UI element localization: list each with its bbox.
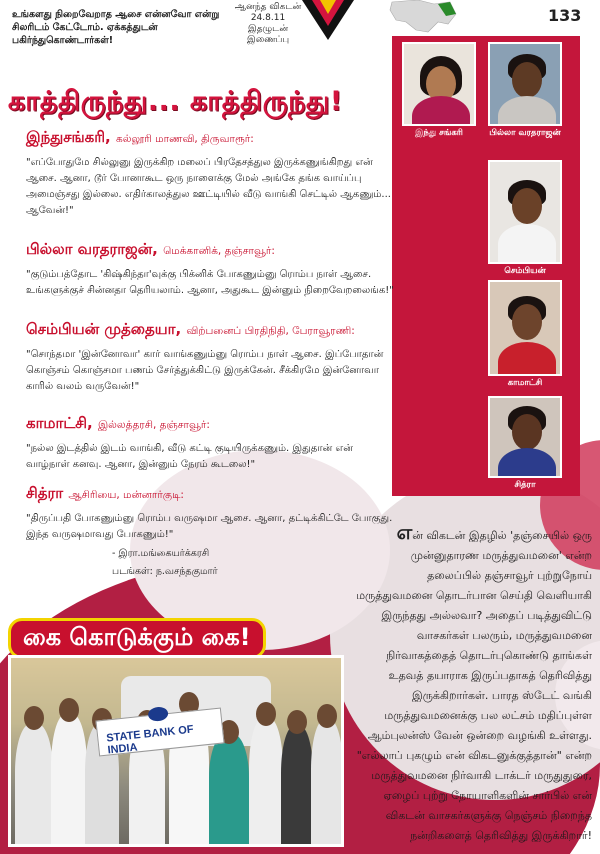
entry-name: செம்பியன் முத்தையா, — [26, 320, 182, 338]
portrait-photo — [488, 42, 562, 126]
section-title: கை கொடுக்கும் கை! — [8, 618, 266, 659]
entry-quote: "எப்போதுமே சில்லுனு இருக்கிற மலைப் பிரதேசத்துல இருக்கணுங்கிறது என் ஆசை. ஆனா, டூர் போனாகூட ஒரு நாளைக்கு மேல் அங்கே தங்க வாய்ப்பு அமைஞ்சது இல்லை. எதிர்காலத்துல ஊட்டியில் வீடு வாங்கி செட்டில் ஆகணும்... ஆவேன்!" — [26, 157, 391, 216]
photo-card — [488, 396, 562, 491]
entry-role: ஆசிரியை, மன்னார்குடி: — [68, 489, 184, 501]
entry-name: பில்லா வரதராஜன், — [26, 240, 158, 258]
entry-quote: "திருப்பதி போகணும்னு ரொம்ப வருஷமா ஆசை. ஆனா, தட்டிக்கிட்டே போகுது. இந்த வருஷமாவது போகணும்!" — [26, 513, 393, 540]
person-head — [256, 702, 276, 726]
banner-text: STATE BANK OF INDIA — [105, 723, 195, 757]
person-head — [287, 710, 307, 734]
entry-role: கல்லூரி மாணவி, திருவாரூர்: — [116, 133, 254, 145]
article-body — [356, 522, 592, 846]
person-figure — [281, 726, 313, 844]
entry-heading — [26, 484, 394, 505]
person-figure — [15, 724, 53, 844]
event-photo — [8, 655, 344, 847]
photo-card — [402, 42, 476, 139]
supplement-note — [232, 2, 304, 46]
entry-quote: "சொந்தமா 'இன்னோவா' கார் வாங்கணும்னு ரொம்ப நாள் ஆசை. இப்போதான் கொஞ்சம் கொஞ்சமா பணம் சேர்த்துக்கிட்டு இருக்கேன். சீக்கிரமே இன்னோவா காரில் வலம் வருவேன்!" — [26, 349, 384, 392]
photo-credit: படங்கள்: ந.வசந்தகுமார் — [112, 566, 218, 577]
wish-entry — [26, 128, 394, 219]
portrait-photo — [402, 42, 476, 126]
photo-panel — [392, 36, 580, 496]
entry-role: விற்பனைப் பிரதிநிதி, பேராவூரணி: — [186, 325, 355, 337]
portrait-photo — [488, 160, 562, 264]
page-title: காத்திருந்து... காத்திருந்து! — [8, 86, 343, 117]
supplement-line: ஆனந்த விகடன் — [234, 2, 302, 12]
entry-quote: "குடும்பத்தோட 'கிஷ்கிந்தா'வுக்கு பிக்னிக் போகணும்னு ரொம்ப நாள் ஆசை. உங்களுக்குச் சின்னதா தெரியலாம். ஆனா, அதுகூட இன்னும் நிறைவேறலைங்க!" — [26, 269, 394, 296]
person-figure — [311, 720, 343, 844]
entry-heading — [26, 414, 394, 435]
photo-label: காமாட்சி — [507, 378, 543, 388]
person-head — [317, 704, 337, 728]
page-number: 133 — [548, 6, 582, 25]
entry-name: சித்ரா — [26, 484, 64, 502]
entry-name: காமாட்சி, — [26, 414, 93, 432]
supplement-line: 24.8.11 இதழுடன் — [247, 13, 289, 34]
photo-card — [488, 280, 562, 389]
sbi-logo-icon — [147, 706, 168, 722]
entry-heading — [26, 128, 394, 149]
entry-heading — [26, 320, 394, 341]
wish-entry — [26, 484, 394, 543]
intro-text: உங்களது நிறைவேறாத ஆசை என்னவோ என்று சிலரிடம் கேட்டோம். ஏக்கத்துடன் பகிர்ந்துகொண்டார்கள்! — [12, 9, 220, 46]
person-figure — [51, 714, 87, 844]
wish-entry — [26, 320, 394, 395]
portrait-photo — [488, 280, 562, 376]
vikatan-logo-icon — [300, 0, 356, 42]
supplement-line: இணைப்பு — [246, 35, 290, 45]
article-text: ன் விகடன் இதழில் 'தஞ்சையில் ஒரு முன்னுதாரண மருத்துவமனை' என்ற தலைப்பில் தஞ்சாவூர் புற்றுநோய் மருத்துவமனை தொடர்பான செய்தி வெளியாகி இருந்தது அல்லவா? அதைப் படித்துவிட்டு வாசகர்கள் பலரும், மருத்துவமனை நிர்வாகத்தைத் தொடர்புகொண்டு தாங்கள் உதவத் தயாராக இருப்பதாகத் தெரிவித்து இருக்கிறார்கள். பாரத ஸ்டேட் வங்கி மருத்துவமனைக்கு பல லட்சம் மதிப்புள்ள ஆம்புலன்ஸ் வேன் ஒன்றை வழங்கி உள்ளது. "எல்லாப் புகழும் என் விகடனுக்குத்தான்" என்ற மருத்துவமனை நிர்வாகி டாக்டர் மருதுதுரை, ஏழைப் புற்று நோயாளிகளின் சார்பில் என் விகடன் வாசகர்களுக்கு நெஞ்சம் நிறைந்த நன்றிகளைத் தெரிவித்து இருக்கிறார்! — [356, 529, 592, 842]
person-head — [24, 706, 44, 730]
photo-label: இந்து சங்கரி — [415, 128, 463, 138]
entry-heading — [26, 240, 394, 261]
photo-label: சித்ரா — [514, 480, 536, 490]
state-map-icon — [388, 0, 458, 34]
photo-label: பில்லா வரதராஜன் — [489, 128, 561, 138]
entry-quote: "நல்ல இடத்தில் இடம் வாங்கி, வீடு கட்டி குடியிருக்கணும். இதுதான் என் வாழ்நாள் கனவு. ஆனா, இன்னும் நேரம் கூடலை!" — [26, 443, 353, 470]
entry-role: மெக்கானிக், தஞ்சாவூர்: — [163, 245, 275, 257]
wish-entry — [26, 240, 394, 299]
portrait-photo — [488, 396, 562, 478]
person-figure — [249, 718, 283, 844]
photo-card — [488, 42, 562, 139]
person-figure — [209, 734, 249, 844]
entry-name: இந்துசங்கரி, — [26, 128, 111, 146]
entry-role: இல்லத்தரசி, தஞ்சாவூர்: — [97, 419, 210, 431]
wish-entry — [26, 414, 394, 473]
photo-card — [488, 160, 562, 277]
photo-label: செம்பியன் — [504, 266, 546, 276]
author-credit: - இரா.மங்கையர்க்கரசி — [112, 548, 210, 559]
article-dropcap: எ — [396, 520, 413, 544]
person-head — [59, 698, 79, 722]
